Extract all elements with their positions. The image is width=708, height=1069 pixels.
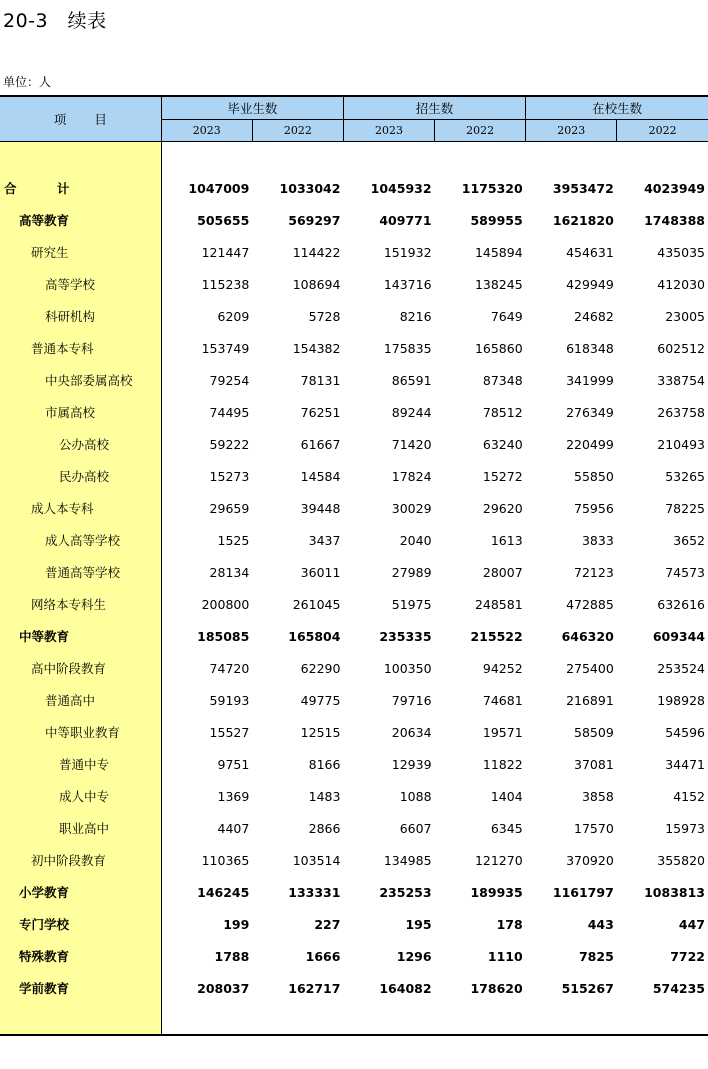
value-cell: 7722 (670, 948, 705, 964)
row-label: 小学教育 (0, 876, 161, 908)
row-label: 高等教育 (0, 204, 161, 236)
value-cell: 28134 (209, 564, 250, 580)
table-row (0, 428, 708, 460)
year-header: 2022 (435, 120, 526, 142)
table-row (0, 332, 708, 364)
value-cell: 71420 (391, 436, 432, 452)
empty-cell (252, 1004, 343, 1035)
value-cell: 59222 (209, 436, 250, 452)
value-cell: 110365 (201, 852, 250, 868)
row-label: 职业高中 (0, 812, 161, 844)
value-cell: 17824 (391, 468, 432, 484)
empty-cell (343, 142, 434, 173)
spacer-row (0, 142, 708, 173)
row-label: 专门学校 (0, 908, 161, 940)
empty-cell (435, 142, 526, 173)
value-cell: 3858 (581, 788, 614, 804)
row-label: 合 计 (0, 172, 161, 204)
value-cell: 185085 (197, 628, 250, 644)
value-cell: 338754 (657, 372, 705, 388)
row-label: 科研机构 (0, 300, 161, 332)
row-label: 成人本专科 (0, 492, 161, 524)
value-cell: 121447 (201, 244, 250, 260)
table-row (0, 940, 708, 972)
value-cell: 1613 (490, 532, 523, 548)
value-cell: 17570 (574, 820, 614, 836)
row-label: 学前教育 (0, 972, 161, 1004)
value-cell: 108694 (292, 276, 341, 292)
value-cell: 79254 (209, 372, 250, 388)
value-cell: 4023949 (644, 180, 705, 196)
table-row (0, 684, 708, 716)
value-cell: 34471 (665, 756, 705, 772)
value-cell: 263758 (657, 404, 705, 420)
value-cell: 20634 (391, 724, 432, 740)
value-cell: 115238 (201, 276, 250, 292)
empty-cell (617, 142, 708, 173)
row-label: 成人中专 (0, 780, 161, 812)
value-cell: 89244 (391, 404, 432, 420)
value-cell: 199 (223, 916, 250, 932)
value-cell: 100350 (383, 660, 432, 676)
table-row (0, 236, 708, 268)
table-header (0, 96, 708, 142)
value-cell: 3437 (308, 532, 341, 548)
table-row (0, 588, 708, 620)
value-cell: 2040 (399, 532, 432, 548)
value-cell: 54596 (665, 724, 705, 740)
group-header-enrollment: 招生数 (343, 96, 525, 120)
value-cell: 28007 (482, 564, 523, 580)
table-row (0, 780, 708, 812)
value-cell: 261045 (292, 596, 341, 612)
empty-cell (161, 142, 252, 173)
value-cell: 143716 (383, 276, 432, 292)
value-cell: 15527 (209, 724, 250, 740)
value-cell: 505655 (197, 212, 250, 228)
row-label: 中等职业教育 (0, 716, 161, 748)
value-cell: 1788 (214, 948, 250, 964)
value-cell: 178620 (470, 980, 523, 996)
value-cell: 79716 (391, 692, 432, 708)
value-cell: 5728 (308, 308, 341, 324)
row-label: 市属高校 (0, 396, 161, 428)
value-cell: 355820 (657, 852, 705, 868)
row-label: 普通高等学校 (0, 556, 161, 588)
value-cell: 78512 (482, 404, 523, 420)
row-label: 民办高校 (0, 460, 161, 492)
value-cell: 78225 (665, 500, 705, 516)
value-cell: 175835 (383, 340, 432, 356)
value-cell: 63240 (482, 436, 523, 452)
value-cell: 1033042 (279, 180, 341, 196)
empty-cell (161, 1004, 252, 1035)
value-cell: 59193 (209, 692, 250, 708)
value-cell: 178 (496, 916, 523, 932)
label-cell (0, 1004, 161, 1035)
value-cell: 200800 (201, 596, 250, 612)
value-cell: 87348 (482, 372, 523, 388)
table-row (0, 652, 708, 684)
row-label: 中央部委属高校 (0, 364, 161, 396)
value-cell: 153749 (201, 340, 250, 356)
value-cell: 6209 (217, 308, 250, 324)
value-cell: 1369 (217, 788, 250, 804)
row-label: 普通本专科 (0, 332, 161, 364)
value-cell: 235253 (379, 884, 432, 900)
year-header: 2022 (617, 120, 708, 142)
value-cell: 165860 (474, 340, 523, 356)
value-cell: 29620 (482, 500, 523, 516)
value-cell: 454631 (566, 244, 614, 260)
row-label: 高等学校 (0, 268, 161, 300)
value-cell: 23005 (665, 308, 705, 324)
value-cell: 1483 (308, 788, 341, 804)
table-row (0, 620, 708, 652)
value-cell: 227 (314, 916, 341, 932)
value-cell: 1621820 (552, 212, 614, 228)
table-row (0, 172, 708, 204)
value-cell: 1666 (305, 948, 341, 964)
value-cell: 39448 (300, 500, 341, 516)
value-cell: 8216 (399, 308, 432, 324)
value-cell: 1161797 (552, 884, 614, 900)
value-cell: 409771 (379, 212, 432, 228)
value-cell: 589955 (470, 212, 523, 228)
value-cell: 472885 (566, 596, 614, 612)
row-label: 普通中专 (0, 748, 161, 780)
table-row (0, 300, 708, 332)
value-cell: 198928 (657, 692, 705, 708)
group-header-graduates: 毕业生数 (161, 96, 343, 120)
value-cell: 6345 (490, 820, 523, 836)
statistics-table (0, 95, 708, 1036)
table-row (0, 268, 708, 300)
value-cell: 103514 (292, 852, 341, 868)
value-cell: 8166 (308, 756, 341, 772)
unit-label: 单位：人 (3, 75, 52, 89)
value-cell: 2866 (308, 820, 341, 836)
row-label: 特殊教育 (0, 940, 161, 972)
value-cell: 74573 (665, 564, 705, 580)
value-cell: 235335 (379, 628, 432, 644)
value-cell: 602512 (657, 340, 705, 356)
value-cell: 11822 (482, 756, 523, 772)
row-label: 研究生 (0, 236, 161, 268)
value-cell: 4152 (673, 788, 705, 804)
value-cell: 164082 (379, 980, 432, 996)
empty-cell (526, 1004, 617, 1035)
row-label: 初中阶段教育 (0, 844, 161, 876)
row-label: 公办高校 (0, 428, 161, 460)
table-body (0, 142, 708, 1036)
table-row (0, 908, 708, 940)
table-row (0, 556, 708, 588)
value-cell: 15973 (665, 820, 705, 836)
value-cell: 216891 (566, 692, 614, 708)
table-row (0, 460, 708, 492)
value-cell: 215522 (470, 628, 523, 644)
table-row (0, 396, 708, 428)
value-cell: 24682 (574, 308, 614, 324)
value-cell: 1083813 (644, 884, 705, 900)
table-row (0, 972, 708, 1004)
table-row (0, 364, 708, 396)
item-column-header: 项 目 (0, 96, 161, 142)
value-cell: 1045932 (370, 180, 432, 196)
value-cell: 370920 (566, 852, 614, 868)
value-cell: 114422 (292, 244, 341, 260)
value-cell: 6607 (399, 820, 432, 836)
value-cell: 341999 (566, 372, 614, 388)
table-row (0, 524, 708, 556)
value-cell: 58509 (574, 724, 614, 740)
table-row (0, 716, 708, 748)
value-cell: 78131 (300, 372, 341, 388)
value-cell: 646320 (561, 628, 614, 644)
value-cell: 74495 (209, 404, 250, 420)
value-cell: 3652 (673, 532, 705, 548)
row-label: 中等教育 (0, 620, 161, 652)
value-cell: 1748388 (644, 212, 705, 228)
value-cell: 49775 (300, 692, 341, 708)
value-cell: 435035 (657, 244, 705, 260)
value-cell: 86591 (391, 372, 432, 388)
value-cell: 15272 (482, 468, 523, 484)
value-cell: 248581 (474, 596, 523, 612)
value-cell: 145894 (474, 244, 523, 260)
value-cell: 74720 (209, 660, 250, 676)
value-cell: 1175320 (461, 180, 523, 196)
value-cell: 36011 (300, 564, 341, 580)
row-label: 高中阶段教育 (0, 652, 161, 684)
value-cell: 429949 (566, 276, 614, 292)
table-row (0, 844, 708, 876)
value-cell: 1047009 (188, 180, 250, 196)
value-cell: 412030 (657, 276, 705, 292)
table-row (0, 204, 708, 236)
value-cell: 1404 (490, 788, 523, 804)
value-cell: 61667 (300, 436, 341, 452)
empty-cell (435, 1004, 526, 1035)
value-cell: 37081 (574, 756, 614, 772)
empty-cell (252, 142, 343, 173)
empty-cell (617, 1004, 708, 1035)
value-cell: 220499 (566, 436, 614, 452)
value-cell: 154382 (292, 340, 341, 356)
value-cell: 165804 (288, 628, 341, 644)
value-cell: 3833 (581, 532, 614, 548)
value-cell: 7649 (490, 308, 523, 324)
value-cell: 51975 (391, 596, 432, 612)
value-cell: 569297 (288, 212, 341, 228)
value-cell: 275400 (566, 660, 614, 676)
table-title: 20-3 续表 (3, 10, 107, 32)
value-cell: 447 (678, 916, 705, 932)
table-row (0, 876, 708, 908)
value-cell: 253524 (657, 660, 705, 676)
value-cell: 138245 (474, 276, 523, 292)
value-cell: 53265 (665, 468, 705, 484)
table-row (0, 492, 708, 524)
value-cell: 62290 (300, 660, 341, 676)
value-cell: 632616 (657, 596, 705, 612)
value-cell: 146245 (197, 884, 250, 900)
year-header: 2023 (161, 120, 252, 142)
value-cell: 30029 (391, 500, 432, 516)
value-cell: 443 (587, 916, 614, 932)
label-cell (0, 142, 161, 173)
value-cell: 133331 (288, 884, 341, 900)
value-cell: 189935 (470, 884, 523, 900)
value-cell: 121270 (474, 852, 523, 868)
value-cell: 515267 (561, 980, 614, 996)
value-cell: 12939 (391, 756, 432, 772)
value-cell: 7825 (578, 948, 614, 964)
empty-cell (526, 142, 617, 173)
year-header: 2023 (343, 120, 434, 142)
row-label: 普通高中 (0, 684, 161, 716)
year-header: 2023 (526, 120, 617, 142)
value-cell: 609344 (652, 628, 705, 644)
group-header-students: 在校生数 (526, 96, 708, 120)
value-cell: 27989 (391, 564, 432, 580)
spacer-row (0, 1004, 708, 1035)
value-cell: 94252 (482, 660, 523, 676)
value-cell: 12515 (300, 724, 341, 740)
value-cell: 4407 (217, 820, 250, 836)
value-cell: 208037 (197, 980, 250, 996)
value-cell: 9751 (217, 756, 250, 772)
table-row (0, 748, 708, 780)
table-row (0, 812, 708, 844)
value-cell: 19571 (482, 724, 523, 740)
value-cell: 72123 (574, 564, 614, 580)
value-cell: 574235 (652, 980, 705, 996)
row-label: 网络本专科生 (0, 588, 161, 620)
value-cell: 1296 (396, 948, 432, 964)
value-cell: 74681 (482, 692, 523, 708)
value-cell: 1110 (487, 948, 523, 964)
value-cell: 134985 (383, 852, 432, 868)
value-cell: 76251 (300, 404, 341, 420)
year-header: 2022 (252, 120, 343, 142)
row-label: 成人高等学校 (0, 524, 161, 556)
value-cell: 1525 (217, 532, 250, 548)
empty-cell (343, 1004, 434, 1035)
value-cell: 195 (405, 916, 432, 932)
value-cell: 75956 (574, 500, 614, 516)
value-cell: 1088 (399, 788, 432, 804)
value-cell: 618348 (566, 340, 614, 356)
value-cell: 15273 (209, 468, 250, 484)
value-cell: 14584 (300, 468, 341, 484)
value-cell: 151932 (383, 244, 432, 260)
value-cell: 3953472 (552, 180, 614, 196)
value-cell: 210493 (657, 436, 705, 452)
value-cell: 29659 (209, 500, 250, 516)
value-cell: 55850 (574, 468, 614, 484)
value-cell: 276349 (566, 404, 614, 420)
value-cell: 162717 (288, 980, 341, 996)
